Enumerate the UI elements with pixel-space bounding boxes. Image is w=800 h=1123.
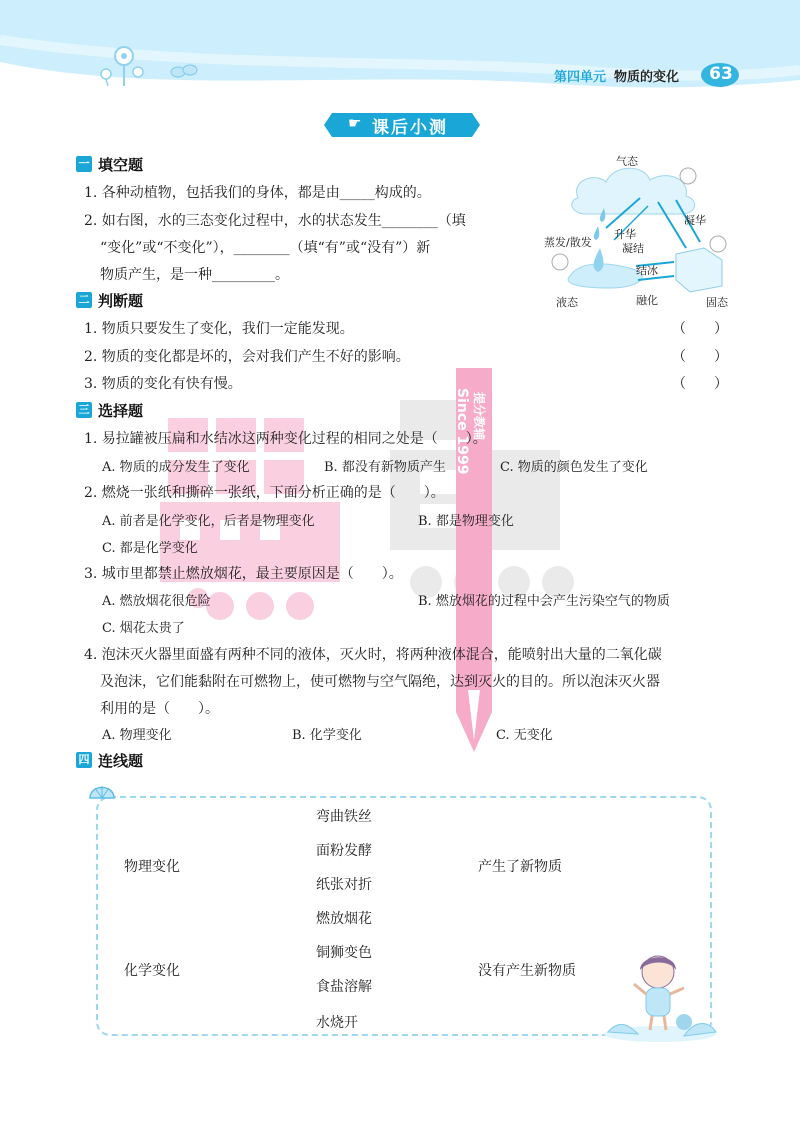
choice-4-option-a: A. 物理变化 xyxy=(102,728,172,743)
watermark-text-2: 提分教辅 xyxy=(472,392,486,441)
fill-question-2-line-1: 2. 如右图，水的三态变化过程中，水的状态发生________（填 xyxy=(84,213,466,229)
choice-question-1: 1. 易拉罐被压扁和水结冰这两种变化过程的相同之处是（ ）。 xyxy=(84,431,487,447)
match-item-5[interactable]: 铜狮变色 xyxy=(316,945,372,961)
header-decoration xyxy=(0,0,800,100)
choice-3-option-c: C. 烟花太贵了 xyxy=(102,621,185,636)
section-2-badge: 二 xyxy=(76,292,92,308)
answer-paren-3: （ ） xyxy=(672,376,728,392)
label-gas: 气态 xyxy=(616,155,638,168)
choice-4-option-b: B. 化学变化 xyxy=(292,728,362,743)
label-freeze: 结冰 xyxy=(636,264,658,277)
shell-icon xyxy=(88,778,116,802)
unit-title xyxy=(554,66,679,85)
fill-question-1: 1. 各种动植物，包括我们的身体，都是由_____构成的。 xyxy=(84,185,431,201)
answer-paren-2: （ ） xyxy=(672,349,728,365)
choice-1-option-a: A. 物质的成分发生了变化 xyxy=(102,460,250,475)
choice-question-2: 2. 燃烧一张纸和撕碎一张纸，下面分析正确的是（ ）。 xyxy=(84,485,445,501)
label-evaporate: 蒸发/散发 xyxy=(544,236,592,249)
choice-3-option-b: B. 燃放烟花的过程中会产生污染空气的物质 xyxy=(418,594,670,609)
section-3-title: 选择题 xyxy=(98,402,144,420)
section-3-badge: 三 xyxy=(76,402,92,418)
pointing-hand-icon: ☛ xyxy=(348,114,362,132)
label-sublimate: 升华 xyxy=(614,228,636,241)
label-deposit: 凝华 xyxy=(684,214,706,227)
match-left-chemical: 化学变化 xyxy=(124,963,180,979)
unit-label: 第四单元 xyxy=(554,70,607,85)
section-2-title: 判断题 xyxy=(98,292,144,310)
match-item-7[interactable]: 水烧开 xyxy=(316,1015,358,1031)
choice-2-option-b: B. 都是物理变化 xyxy=(418,514,514,529)
choice-2-option-a: A. 前者是化学变化，后者是物理变化 xyxy=(102,514,315,529)
judge-question-1: 1. 物质只要发生了变化，我们一定能发现。 xyxy=(84,321,354,337)
water-cycle-diagram xyxy=(540,150,740,310)
match-item-6[interactable]: 食盐溶解 xyxy=(316,979,372,995)
choice-question-4-line-1: 4. 泡沫灭火器里面盛有两种不同的液体，灭火时，将两种液体混合，能喷射出大量的二氧化碳 xyxy=(84,647,662,663)
choice-4-option-c: C. 无变化 xyxy=(496,728,553,743)
section-1-badge: 一 xyxy=(76,156,92,172)
page-number: 63 xyxy=(709,64,733,84)
match-item-1[interactable]: 弯曲铁丝 xyxy=(316,809,372,825)
match-item-2[interactable]: 面粉发酵 xyxy=(316,843,372,859)
choice-question-4-line-2: 及泡沫，它们能黏附在可燃物上，使可燃物与空气隔绝，达到灭火的目的。所以泡沫灭火器 xyxy=(100,674,660,690)
judge-question-3: 3. 物质的变化有快有慢。 xyxy=(84,376,242,392)
fill-question-2-line-3: 物质产生，是一种_________。 xyxy=(100,267,289,283)
label-solid: 固态 xyxy=(706,296,728,309)
judge-question-2: 2. 物质的变化都是坏的，会对我们产生不好的影响。 xyxy=(84,349,410,365)
match-left-physical: 物理变化 xyxy=(124,859,180,875)
unit-name: 物质的变化 xyxy=(614,70,680,85)
label-condense: 凝结 xyxy=(622,242,644,255)
section-4-badge: 四 xyxy=(76,752,92,768)
choice-question-4-line-3: 利用的是（ ）。 xyxy=(100,701,219,717)
banner-title: 课后小测 xyxy=(372,118,448,138)
label-melt: 融化 xyxy=(636,294,658,307)
choice-3-option-a: A. 燃放烟花很危险 xyxy=(102,594,211,609)
choice-2-option-c: C. 都是化学变化 xyxy=(102,541,198,556)
watermark-text-1: Since 1999 xyxy=(454,388,470,475)
section-4-title: 连线题 xyxy=(98,752,144,770)
section-1-title: 填空题 xyxy=(98,156,144,174)
fill-question-2-line-2: “变化”或“不变化”），________（填“有”或“没有”）新 xyxy=(100,240,431,256)
match-item-4[interactable]: 燃放烟花 xyxy=(316,911,372,927)
match-right-no-new-substance: 没有产生新物质 xyxy=(478,963,576,979)
match-item-3[interactable]: 纸张对折 xyxy=(316,877,372,893)
girl-illustration xyxy=(600,948,720,1044)
answer-paren-1: （ ） xyxy=(672,321,728,337)
choice-question-3: 3. 城市里都禁止燃放烟花，最主要原因是（ ）。 xyxy=(84,566,403,582)
choice-1-option-c: C. 物质的颜色发生了变化 xyxy=(500,460,648,475)
choice-1-option-b: B. 都没有新物质产生 xyxy=(324,460,446,475)
label-liquid: 液态 xyxy=(556,296,578,309)
match-right-new-substance: 产生了新物质 xyxy=(478,859,562,875)
